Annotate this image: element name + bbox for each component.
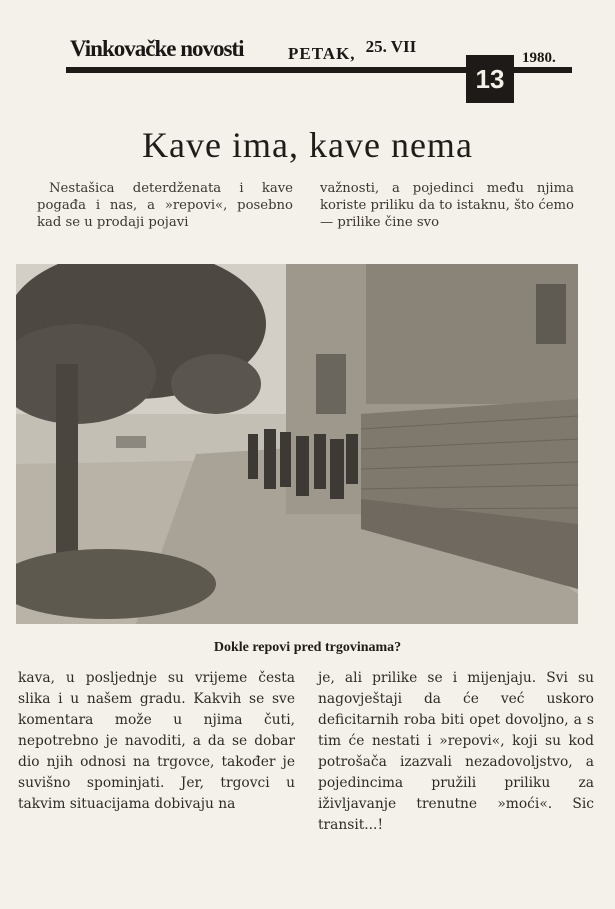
body-column-left: kava, u posljednje su vrijeme česta slika i u našem gradu. Kakvih se sve komentara može u njima čuti, nepotrebno je navoditi, a da se dobar dio njih odnosi na trgovce, također je suvišno spominjati. Jer, trgovci u takvim situacijama dobivaju na xyxy=(18,670,295,812)
body-column-right: je, ali prilike se i mijenjaju. Svi su nagovještaji da će već uskoro deficitarnih roba biti opet dovoljno, a s tim će nestati i »repovi«, koji su kod potrošača izazvali nezadovoljstvo, a pojedincima pružili priliku za iživljavanje trenutne »moći«. Sic transit...! xyxy=(318,670,594,833)
issue-day-month: 25. VII xyxy=(365,37,417,56)
queue-street-photo xyxy=(16,264,578,624)
news-photo xyxy=(16,264,578,624)
masthead xyxy=(66,30,572,100)
page-number: 13 xyxy=(475,63,505,94)
lede-column-right: važnosti, a pojedinci među njima koriste priliku da to istaknu, što ćemo — prilike čine svo xyxy=(320,181,574,230)
article-headline: Kave ima, kave nema xyxy=(142,125,473,165)
page-number-box xyxy=(466,55,514,103)
issue-day: PETAK, xyxy=(288,44,356,63)
photo-caption: Dokle repovi pred trgovinama? xyxy=(213,640,402,655)
issue-date xyxy=(288,37,417,64)
issue-year: 1980. xyxy=(522,50,556,66)
newspaper-name: Vinkovačke novosti xyxy=(70,36,244,61)
lede-column-left: Nestašica deterdženata i kave pogađa i nas, a »repovi«, posebno kad se u prodaji pojavi xyxy=(37,181,293,230)
